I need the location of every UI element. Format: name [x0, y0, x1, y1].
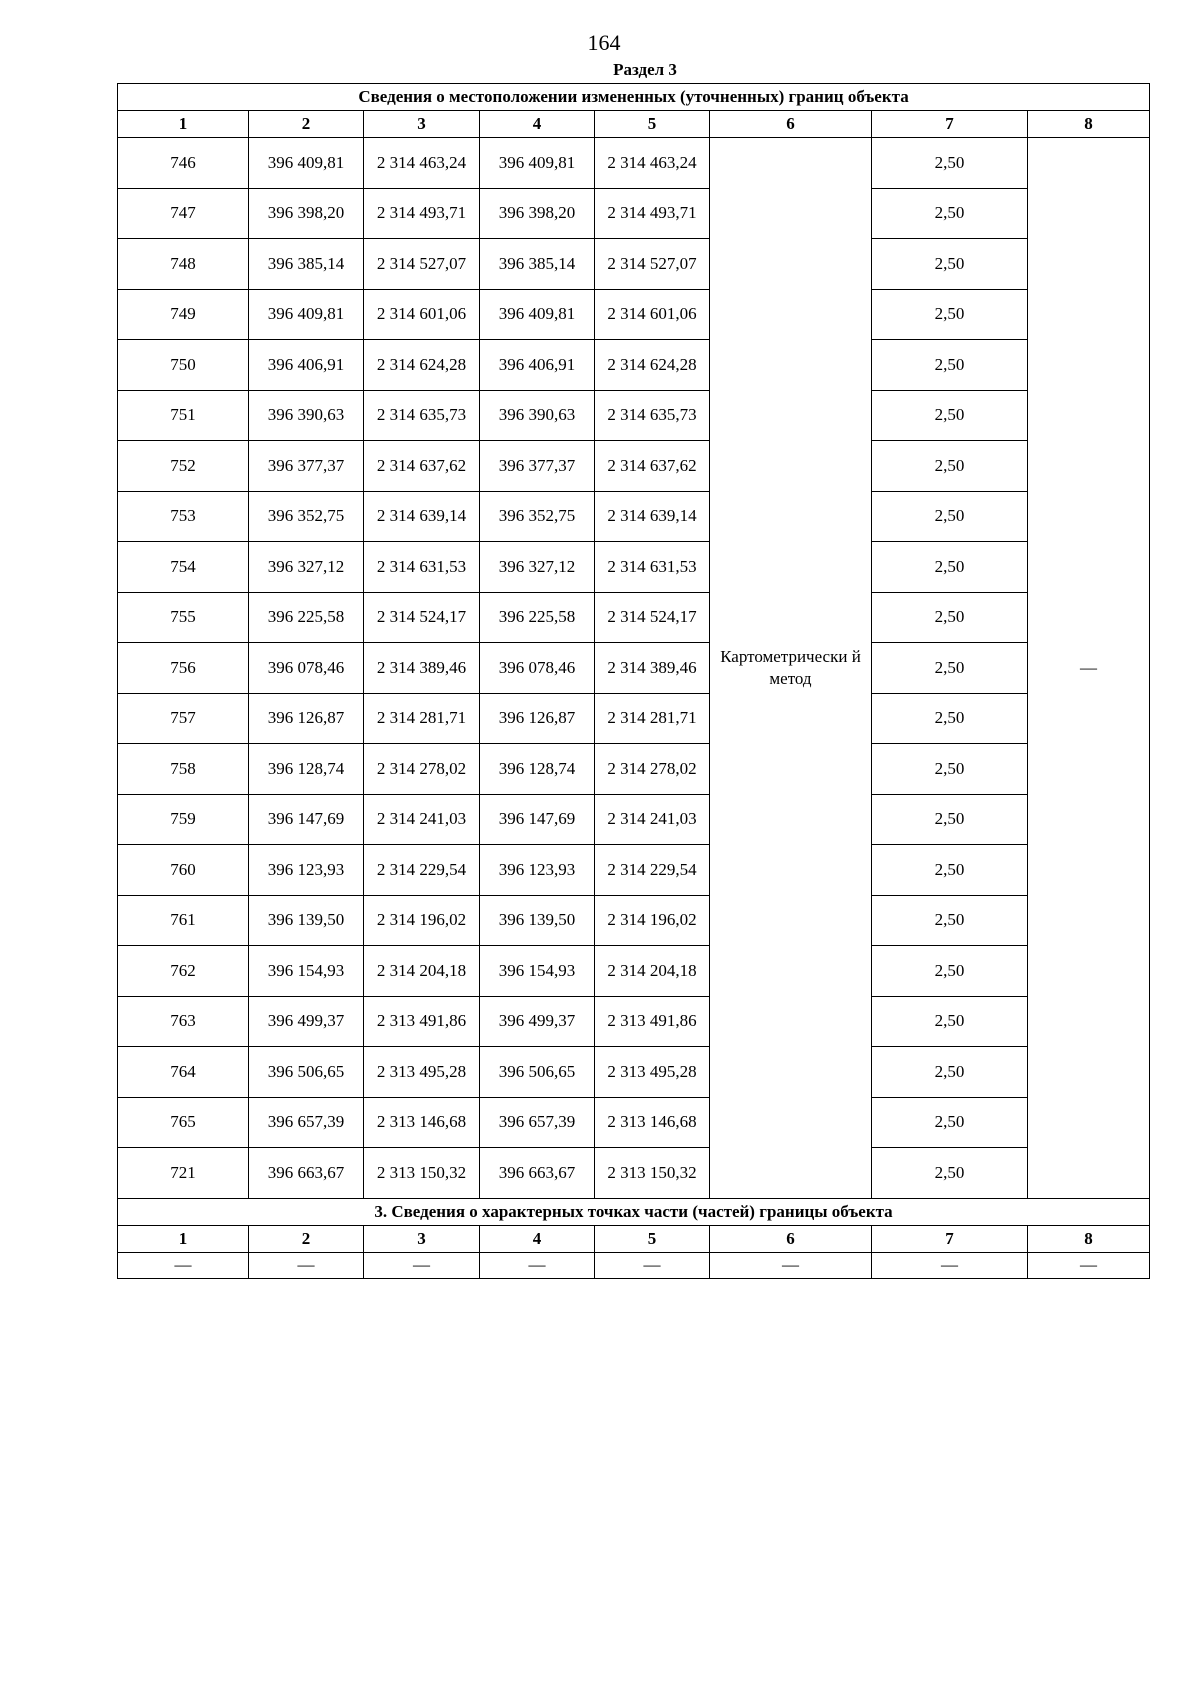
table-cell: 2 313 150,32: [595, 1148, 710, 1199]
table-cell: 2 314 196,02: [595, 895, 710, 946]
table-cell: 396 225,58: [480, 592, 595, 643]
table-cell: 2 314 524,17: [364, 592, 480, 643]
table-row: [118, 1148, 1150, 1199]
table-cell: 2 314 278,02: [364, 744, 480, 795]
table-row: [118, 592, 1150, 643]
table-cell: 2,50: [872, 643, 1028, 694]
table-cell: 2 313 491,86: [595, 996, 710, 1047]
table-cell: 2 314 601,06: [595, 289, 710, 340]
table-cell: 757: [118, 693, 249, 744]
table-cell: 2 313 146,68: [364, 1097, 480, 1148]
column-number: 2: [249, 111, 364, 138]
column-number: 2: [249, 1225, 364, 1252]
table-cell: 396 139,50: [480, 895, 595, 946]
coordinates-table: [117, 83, 1150, 1279]
table-cell: 2 314 493,71: [364, 188, 480, 239]
column-number: 5: [595, 111, 710, 138]
table-cell: 396 409,81: [249, 289, 364, 340]
table-cell: 2 314 635,73: [364, 390, 480, 441]
col8-dash-cell: —: [1028, 138, 1150, 1199]
table-cell: 396 385,14: [480, 239, 595, 290]
column-number: 3: [364, 111, 480, 138]
table-cell: 752: [118, 441, 249, 492]
table-cell: 2,50: [872, 845, 1028, 896]
table-cell: 2,50: [872, 239, 1028, 290]
table-cell: 2 313 495,28: [364, 1047, 480, 1098]
section3-title: 3. Сведения о характерных точках части (частей) границы объекта: [118, 1198, 1150, 1225]
column-number: 5: [595, 1225, 710, 1252]
table-cell: 2 314 631,53: [595, 542, 710, 593]
table-cell: 2 314 639,14: [364, 491, 480, 542]
table-cell: 2,50: [872, 542, 1028, 593]
table-cell: 2 314 281,71: [595, 693, 710, 744]
table-cell: 749: [118, 289, 249, 340]
table-cell: 396 409,81: [249, 138, 364, 189]
section3-column-number-row: [118, 1225, 1150, 1252]
table-row: [118, 643, 1150, 694]
column-number: 8: [1028, 111, 1150, 138]
table-cell: 2 314 241,03: [364, 794, 480, 845]
table-cell: 756: [118, 643, 249, 694]
table-cell: 2 313 150,32: [364, 1148, 480, 1199]
table-cell: 396 499,37: [480, 996, 595, 1047]
table-cell: 396 147,69: [249, 794, 364, 845]
table-cell: 396 078,46: [480, 643, 595, 694]
method-cell: Картометрически й метод: [710, 138, 872, 1199]
page-number: 164: [587, 30, 621, 55]
column-number: 1: [118, 1225, 249, 1252]
table-row: [118, 996, 1150, 1047]
table-cell: 2 314 463,24: [595, 138, 710, 189]
table-row: [118, 441, 1150, 492]
table-cell: 396 409,81: [480, 138, 595, 189]
table-cell: 396 409,81: [480, 289, 595, 340]
column-number: 8: [1028, 1225, 1150, 1252]
table-cell: 396 499,37: [249, 996, 364, 1047]
table-row: [118, 239, 1150, 290]
table-cell: 761: [118, 895, 249, 946]
table-cell: 396 078,46: [249, 643, 364, 694]
table-cell: 396 327,12: [249, 542, 364, 593]
table-cell: 2 314 196,02: [364, 895, 480, 946]
table-cell: 2 314 637,62: [364, 441, 480, 492]
table-cell: 396 352,75: [249, 491, 364, 542]
table-cell: 751: [118, 390, 249, 441]
table-cell: 396 126,87: [480, 693, 595, 744]
table-cell: 2 314 229,54: [595, 845, 710, 896]
table-row: [118, 1097, 1150, 1148]
column-number: 7: [872, 111, 1028, 138]
table-cell: 750: [118, 340, 249, 391]
table-cell: 748: [118, 239, 249, 290]
table-cell: 2,50: [872, 744, 1028, 795]
dash-cell: —: [118, 1252, 249, 1278]
table-cell: 764: [118, 1047, 249, 1098]
table-row: [118, 1047, 1150, 1098]
table-cell: 2,50: [872, 1148, 1028, 1199]
table-cell: 2,50: [872, 592, 1028, 643]
table-cell: 2 314 204,18: [364, 946, 480, 997]
column-number: 6: [710, 1225, 872, 1252]
table-cell: 2 314 278,02: [595, 744, 710, 795]
table-cell: 2,50: [872, 441, 1028, 492]
table-cell: 754: [118, 542, 249, 593]
table-cell: 396 657,39: [480, 1097, 595, 1148]
column-number: 4: [480, 1225, 595, 1252]
dash-cell: —: [595, 1252, 710, 1278]
table-cell: 2 314 493,71: [595, 188, 710, 239]
table-cell: 759: [118, 794, 249, 845]
dash-cell: —: [480, 1252, 595, 1278]
table-cell: 2,50: [872, 794, 1028, 845]
table-cell: 396 385,14: [249, 239, 364, 290]
table-cell: 396 225,58: [249, 592, 364, 643]
dash-cell: —: [364, 1252, 480, 1278]
table-cell: 758: [118, 744, 249, 795]
dash-cell: —: [710, 1252, 872, 1278]
table-row: [118, 340, 1150, 391]
table-cell: 2 313 495,28: [595, 1047, 710, 1098]
table-cell: 2,50: [872, 340, 1028, 391]
table-cell: 721: [118, 1148, 249, 1199]
table-row: [118, 188, 1150, 239]
table-cell: 2 314 204,18: [595, 946, 710, 997]
table-row: [118, 542, 1150, 593]
table-cell: 396 398,20: [480, 188, 595, 239]
table-row: [118, 744, 1150, 795]
table-cell: 2 314 631,53: [364, 542, 480, 593]
table-cell: 396 506,65: [480, 1047, 595, 1098]
column-number: 4: [480, 111, 595, 138]
table-cell: 2 314 601,06: [364, 289, 480, 340]
table-row: [118, 693, 1150, 744]
table-cell: 2 314 281,71: [364, 693, 480, 744]
table-cell: 396 128,74: [480, 744, 595, 795]
column-number: 3: [364, 1225, 480, 1252]
table-cell: 2 314 229,54: [364, 845, 480, 896]
table-cell: 396 154,93: [249, 946, 364, 997]
table-cell: 396 663,67: [480, 1148, 595, 1199]
table-cell: 2 314 389,46: [595, 643, 710, 694]
column-number: 6: [710, 111, 872, 138]
table-cell: 2 314 527,07: [595, 239, 710, 290]
table-cell: 396 390,63: [480, 390, 595, 441]
table-cell: 2,50: [872, 289, 1028, 340]
table-cell: 2,50: [872, 693, 1028, 744]
table-cell: 396 390,63: [249, 390, 364, 441]
table-cell: 2 314 463,24: [364, 138, 480, 189]
table-cell: 2 313 146,68: [595, 1097, 710, 1148]
table-row: [118, 946, 1150, 997]
table-cell: 396 352,75: [480, 491, 595, 542]
table-title: Сведения о местоположении измененных (уточненных) границ объекта: [118, 84, 1150, 111]
table-cell: 2 313 491,86: [364, 996, 480, 1047]
table-cell: 396 327,12: [480, 542, 595, 593]
table-row: [118, 491, 1150, 542]
table-cell: 2 314 635,73: [595, 390, 710, 441]
table-cell: 747: [118, 188, 249, 239]
table-cell: 760: [118, 845, 249, 896]
table-cell: 2 314 639,14: [595, 491, 710, 542]
table-cell: 2 314 527,07: [364, 239, 480, 290]
table-row: [118, 895, 1150, 946]
section3-empty-row: [118, 1252, 1150, 1278]
table-cell: 396 406,91: [480, 340, 595, 391]
dash-cell: —: [872, 1252, 1028, 1278]
table-cell: 396 128,74: [249, 744, 364, 795]
table-cell: 755: [118, 592, 249, 643]
table-cell: 396 663,67: [249, 1148, 364, 1199]
table-cell: 2,50: [872, 1097, 1028, 1148]
table-cell: 2,50: [872, 491, 1028, 542]
table-cell: 396 123,93: [480, 845, 595, 896]
section-label: Раздел 3: [613, 60, 677, 79]
dash-cell: —: [249, 1252, 364, 1278]
column-number: 1: [118, 111, 249, 138]
table-cell: 746: [118, 138, 249, 189]
table-cell: 753: [118, 491, 249, 542]
column-number: 7: [872, 1225, 1028, 1252]
table-cell: 2,50: [872, 188, 1028, 239]
table-cell: 2,50: [872, 996, 1028, 1047]
table-row: [118, 390, 1150, 441]
table-cell: 2,50: [872, 1047, 1028, 1098]
table-cell: 2,50: [872, 895, 1028, 946]
table-row: [118, 289, 1150, 340]
table-cell: 396 398,20: [249, 188, 364, 239]
table-cell: 396 406,91: [249, 340, 364, 391]
table-cell: 2 314 624,28: [364, 340, 480, 391]
table-cell: 396 126,87: [249, 693, 364, 744]
column-number-row: [118, 111, 1150, 138]
table-cell: 763: [118, 996, 249, 1047]
table-cell: 396 377,37: [249, 441, 364, 492]
table-cell: 2,50: [872, 946, 1028, 997]
table-cell: 396 154,93: [480, 946, 595, 997]
table-cell: 2,50: [872, 390, 1028, 441]
table-cell: 396 377,37: [480, 441, 595, 492]
table-cell: 396 139,50: [249, 895, 364, 946]
table-cell: 2 314 389,46: [364, 643, 480, 694]
table-row: [118, 794, 1150, 845]
dash-cell: —: [1028, 1252, 1150, 1278]
section3-title-row: [118, 1198, 1150, 1225]
table-row: [118, 138, 1150, 189]
table-cell: 396 657,39: [249, 1097, 364, 1148]
table-cell: 2 314 624,28: [595, 340, 710, 391]
table-cell: 2 314 241,03: [595, 794, 710, 845]
table-row: [118, 845, 1150, 896]
table-cell: 2 314 637,62: [595, 441, 710, 492]
table-cell: 396 147,69: [480, 794, 595, 845]
table-cell: 2,50: [872, 138, 1028, 189]
table-title-row: [118, 84, 1150, 111]
table-cell: 762: [118, 946, 249, 997]
table-cell: 396 123,93: [249, 845, 364, 896]
table-cell: 2 314 524,17: [595, 592, 710, 643]
table-cell: 765: [118, 1097, 249, 1148]
table-cell: 396 506,65: [249, 1047, 364, 1098]
